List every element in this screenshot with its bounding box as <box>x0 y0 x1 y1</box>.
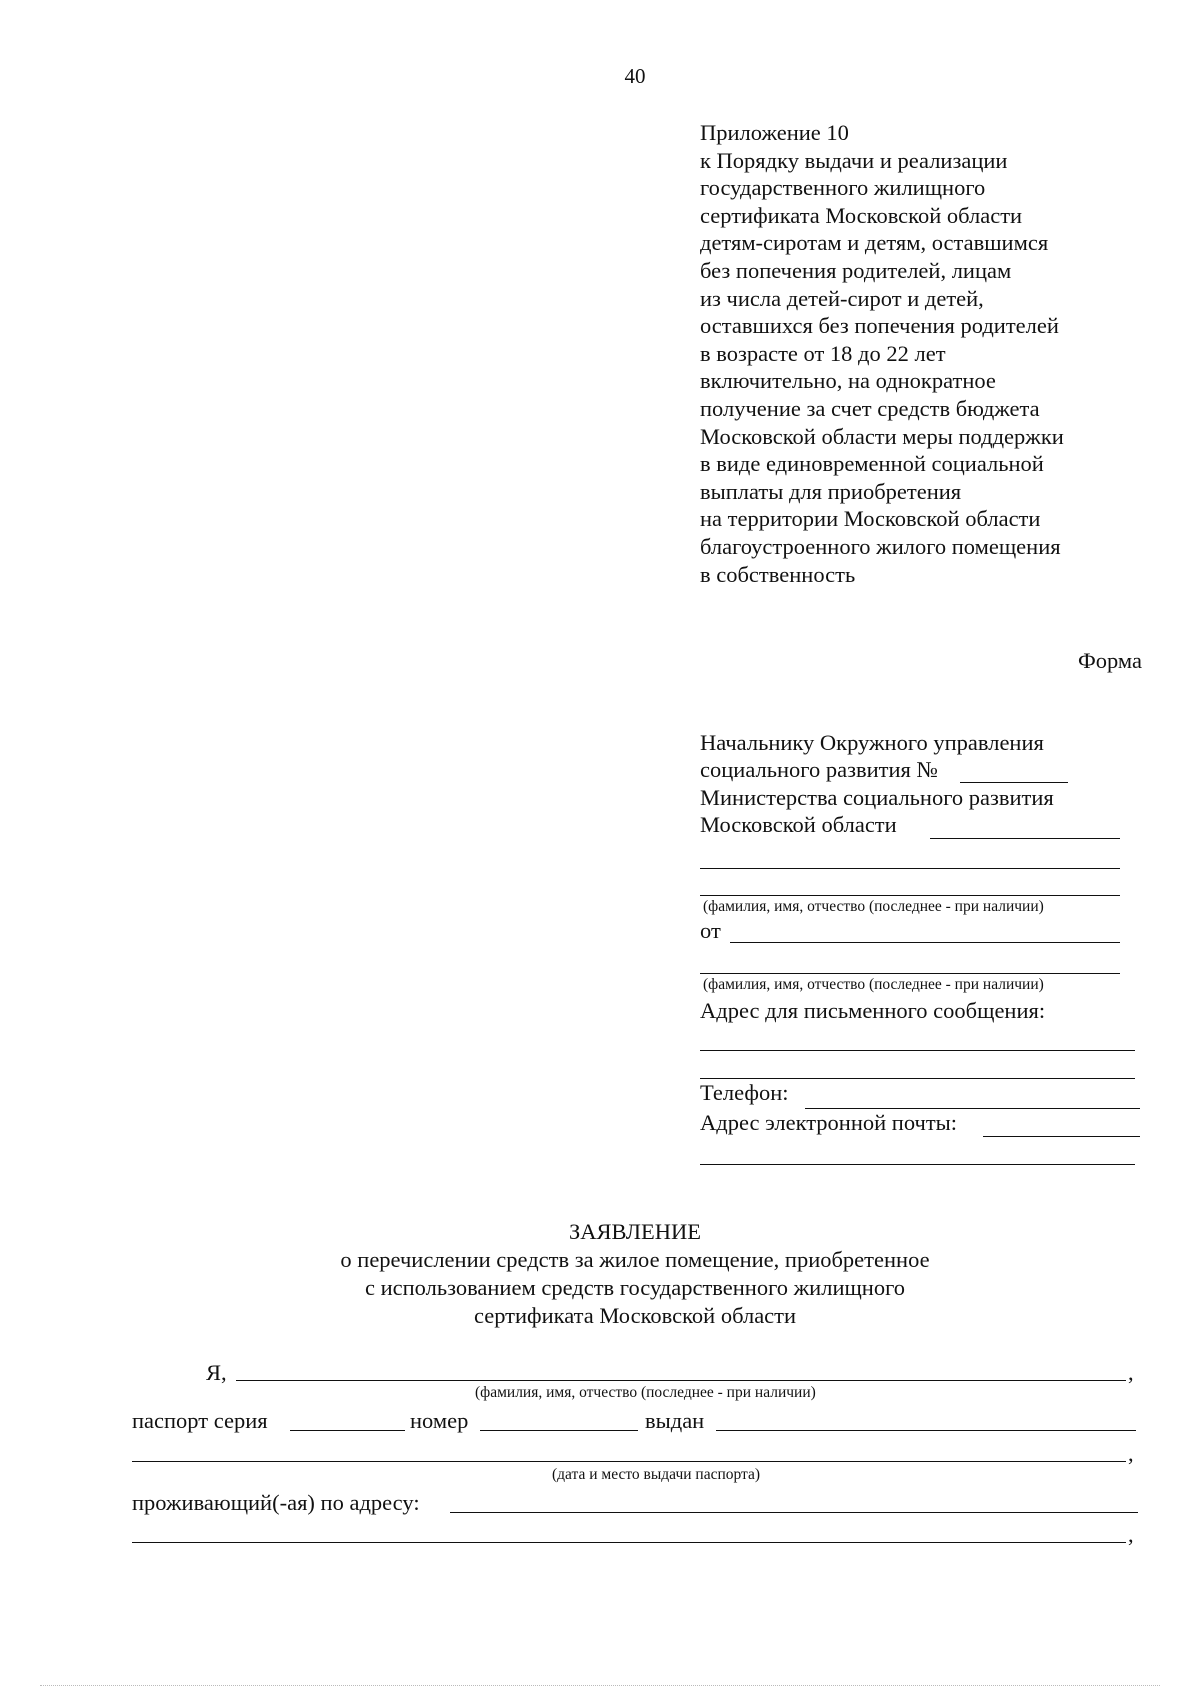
full-name-field[interactable] <box>236 1380 1126 1381</box>
appendix-line: без попечения родителей, лицам <box>700 257 1012 283</box>
residence-address-field-1[interactable] <box>450 1512 1138 1513</box>
comma: , <box>1128 1441 1134 1466</box>
appendix-line: Московской области меры поддержки <box>700 423 1064 449</box>
page-edge-scan-noise <box>40 1685 1160 1686</box>
addressee-line-3: Министерства социального развития <box>700 785 1054 810</box>
passport-number-field[interactable] <box>480 1430 638 1431</box>
head-name-field-1[interactable] <box>930 838 1120 839</box>
comma: , <box>1128 1360 1134 1385</box>
email-field-1[interactable] <box>983 1136 1140 1137</box>
appendix-line: получение за счет средств бюджета <box>700 395 1040 421</box>
appendix-line: в возрасте от 18 до 22 лет <box>700 340 946 366</box>
fio-caption: (фамилия, имя, отчество (последнее - при наличии) <box>703 898 1044 915</box>
appendix-line: на территории Московской области <box>700 506 1041 532</box>
passport-issued-field[interactable] <box>716 1430 1136 1431</box>
passport-issued-field-2[interactable] <box>132 1461 1126 1462</box>
statement-title-block <box>0 1218 1200 1330</box>
appendix-line: включительно, на однократное <box>700 368 996 394</box>
addressee-line-4: Московской области <box>700 812 897 837</box>
appendix-line: сертификата Московской области <box>700 202 1023 228</box>
email-label: Адрес электронной почты: <box>700 1110 958 1135</box>
appendix-line: выплаты для приобретения <box>700 478 962 504</box>
comma: , <box>1128 1522 1134 1547</box>
applicant-name-field-2[interactable] <box>700 973 1120 974</box>
passport-issued-label: выдан <box>645 1408 705 1433</box>
residence-address-field-2[interactable] <box>132 1542 1126 1543</box>
i-label: Я, <box>206 1360 227 1385</box>
fio-caption: (фамилия, имя, отчество (последнее - при наличии) <box>703 976 1044 993</box>
passport-series-field[interactable] <box>290 1430 405 1431</box>
appendix-line: детям-сиротам и детям, оставшимся <box>700 230 1049 256</box>
statement-title: ЗАЯВЛЕНИЕ <box>569 1219 701 1244</box>
form-label: Форма <box>1077 648 1142 673</box>
appendix-line: к Порядку выдачи и реализации <box>700 147 1008 173</box>
issue-caption: (дата и место выдачи паспорта) <box>552 1466 761 1483</box>
from-label: от <box>700 918 721 943</box>
address-field-2[interactable] <box>700 1078 1135 1079</box>
appendix-line: в собственность <box>700 561 856 587</box>
addressee-line-2: социального развития № <box>700 757 938 782</box>
page-number: 40 <box>624 64 646 88</box>
passport-series-label: паспорт серия <box>132 1408 268 1433</box>
residing-label: проживающий(-ая) по адресу: <box>132 1490 420 1515</box>
statement-subtitle-line: с использованием средств государственного жилищного <box>364 1275 906 1300</box>
appendix-line: государственного жилищного <box>700 175 986 201</box>
address-label: Адрес для письменного сообщения: <box>700 998 1046 1023</box>
addressee-line-1: Начальнику Окружного управления <box>700 730 1044 755</box>
head-name-field-3[interactable] <box>700 895 1120 896</box>
passport-number-label: номер <box>410 1408 469 1433</box>
statement-subtitle-line: сертификата Московской области <box>473 1303 797 1328</box>
appendix-line: из числа детей-сирот и детей, <box>700 285 984 311</box>
applicant-name-field-1[interactable] <box>730 942 1120 943</box>
email-field-2[interactable] <box>700 1164 1135 1165</box>
address-field-1[interactable] <box>700 1050 1135 1051</box>
appendix-header <box>700 119 1160 588</box>
phone-label: Телефон: <box>700 1080 789 1105</box>
appendix-line: благоустроенного жилого помещения <box>700 533 1061 559</box>
appendix-line: в виде единовременной социальной <box>700 451 1044 477</box>
head-name-field-2[interactable] <box>700 868 1120 869</box>
appendix-line: оставшихся без попечения родителей <box>700 313 1059 339</box>
district-number-field[interactable] <box>960 782 1068 783</box>
fio-caption: (фамилия, имя, отчество (последнее - при наличии) <box>475 1384 816 1401</box>
phone-field[interactable] <box>805 1108 1140 1109</box>
statement-subtitle-line: о перечислении средств за жилое помещение, приобретенное <box>340 1247 930 1272</box>
appendix-line: Приложение 10 <box>700 120 849 145</box>
